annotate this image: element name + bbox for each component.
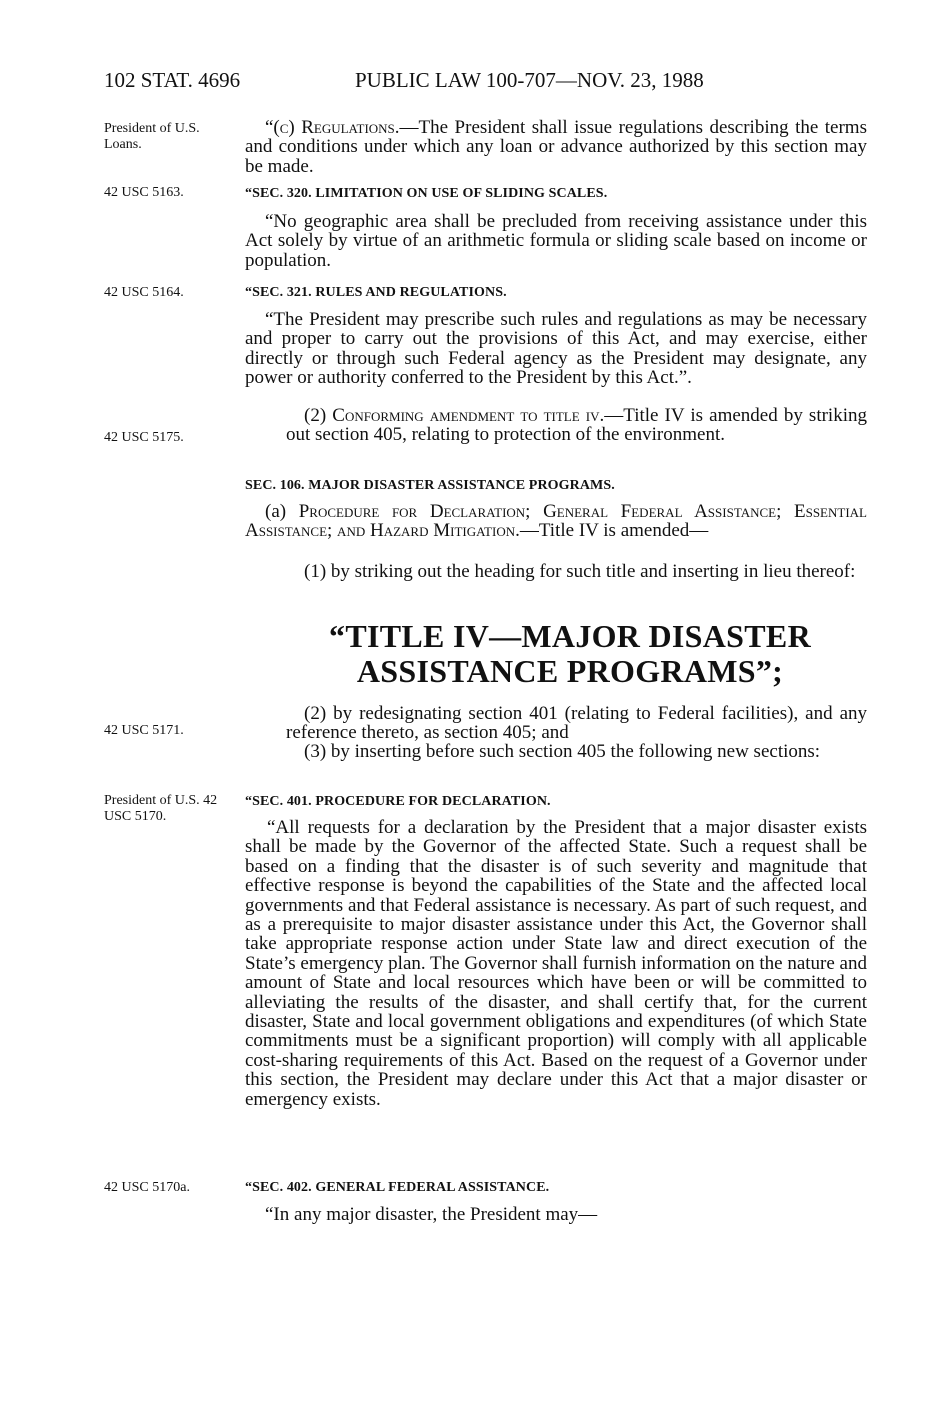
margin-note: President of U.S. Loans.	[104, 121, 200, 152]
margin-note: 42 USC 5163.	[104, 185, 184, 200]
section-321-heading: “SEC. 321. RULES AND REGULATIONS.	[245, 285, 507, 300]
conforming-amendment-paragraph	[286, 406, 867, 445]
title-iv-line-1: “TITLE IV—MAJOR DISASTER	[329, 618, 811, 654]
conforming-amendment-number: (2)	[304, 405, 333, 426]
section-106a-number: (a)	[265, 501, 299, 522]
conforming-amendment-text: —Title IV is amended by striking out section 405, relating to protection of the environment.	[286, 405, 867, 446]
regulations-paragraph	[245, 118, 867, 176]
section-402-heading: “SEC. 402. GENERAL FEDERAL ASSISTANCE.	[245, 1180, 550, 1195]
section-106-heading: SEC. 106. MAJOR DISASTER ASSISTANCE PROGRAMS.	[245, 478, 615, 493]
margin-note: 42 USC 5170a.	[104, 1180, 190, 1195]
section-402-text: “In any major disaster, the President may—	[265, 1204, 598, 1225]
regulations-text: —The President shall issue regulations describing the terms and conditions under which any loan or advance authorized by this section may be made.	[245, 117, 867, 177]
title-iv-line-2: ASSISTANCE PROGRAMS”;	[356, 653, 784, 689]
list-item-1: (1) by striking out the heading for such title and inserting in lieu thereof:	[304, 561, 856, 582]
section-106a-text: —Title IV is amended—	[519, 520, 709, 542]
conforming-amendment-heading: Conforming amendment to title iv.	[332, 405, 605, 426]
page-header-title: PUBLIC LAW 100-707—NOV. 23, 1988	[355, 68, 704, 92]
section-401-text: “All requests for a declaration by the President that a major disaster exists shall be made by the Governor of the affected State. Such a request shall be based on a finding that the disaster is of such severity and magnitude that effective response is beyond the capabilities of the State and the affected local governments and that Federal assistance is necessary. As part of such request, and as a prerequisite to major disaster assistance under this Act, the Governor shall take appropriate response action under State law and direct execution of the State’s emergency plan. The Governor shall furnish information on the nature and amount of State and local resources which have been or will be committed to alleviating the results of the disaster, and shall certify that, for the current disaster, State and local government obligations and expenditures (of which State commitments must be a significant proportion) will comply with all applicable cost-sharing requirements of this Act. Based on the request of a Governor under this section, the President may declare under this Act that a major disaster or emergency exists.	[245, 817, 867, 1110]
section-106a-heading: Procedure for Declaration; General Federal Assistance; Essential Assistance; and Hazard Mitigation.	[245, 501, 867, 542]
section-320-heading: “SEC. 320. LIMITATION ON USE OF SLIDING SCALES.	[245, 186, 608, 201]
section-321-text: “The President may prescribe such rules and regulations as may be necessary and proper to carry out the provisions of this Act, and may exercise, either directly or through such Federal agency as the President may designate, any power or authority conferred to the President by this Act.”.	[245, 309, 867, 389]
margin-note: 42 USC 5164.	[104, 285, 184, 300]
section-106a-paragraph	[245, 502, 867, 541]
margin-note: 42 USC 5175.	[104, 430, 184, 445]
list-item-2: (2) by redesignating section 401 (relating to Federal facilities), and any reference thereto, as section 405; and	[286, 703, 867, 744]
margin-note: 42 USC 5171.	[104, 723, 184, 738]
page-stat-reference: 102 STAT. 4696	[104, 68, 241, 92]
margin-note: President of U.S. 42 USC 5170.	[104, 793, 218, 824]
section-320-text: “No geographic area shall be precluded from receiving assistance under this Act solely by virtue of an arithmetic formula or sliding scale based on income or population.	[245, 211, 867, 271]
section-401-heading: “SEC. 401. PROCEDURE FOR DECLARATION.	[245, 794, 551, 809]
list-item-3: (3) by inserting before such section 405 the following new sections:	[304, 741, 821, 762]
regulations-heading: “(c) Regulations.	[265, 117, 400, 138]
